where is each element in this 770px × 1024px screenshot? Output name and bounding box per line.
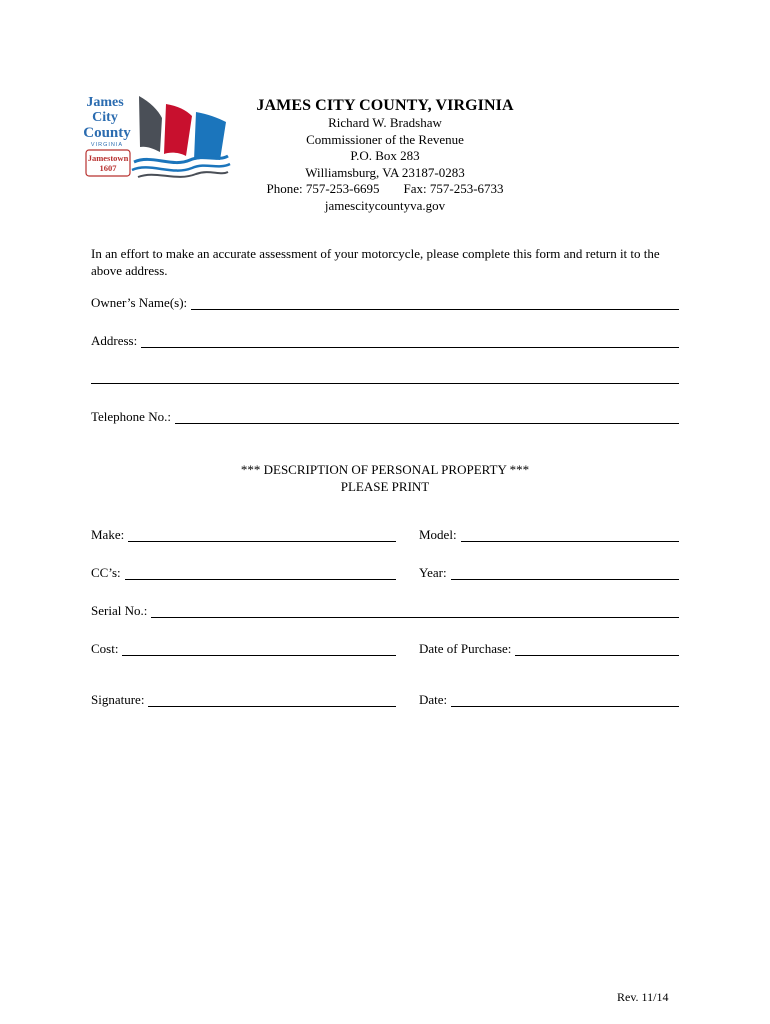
serial-field (91, 603, 679, 618)
wave-3-shape (138, 172, 228, 177)
signature-field (91, 692, 396, 707)
cc-line[interactable] (125, 566, 396, 580)
section-heading (91, 461, 679, 495)
logo-text-james: James (86, 95, 124, 110)
county-logo (82, 90, 232, 185)
signature-line[interactable] (148, 693, 396, 707)
signature-label: Signature: (91, 692, 145, 707)
cost-line[interactable] (122, 642, 396, 656)
fax-number: Fax: 757-253-6733 (403, 181, 504, 196)
county-title: JAMES CITY COUNTY, VIRGINIA (256, 97, 514, 114)
county-logo-graphic (82, 90, 232, 185)
sail-red-shape (164, 104, 192, 156)
address-field (91, 333, 679, 348)
cost-field (91, 641, 396, 656)
purchase-date-label: Date of Purchase: (419, 641, 512, 656)
po-box: P.O. Box 283 (350, 148, 420, 163)
intro-paragraph: In an effort to make an accurate assessment of your motorcycle, please complete this form and return it to the above address. (91, 246, 660, 278)
make-line[interactable] (128, 528, 396, 542)
model-line[interactable] (461, 528, 679, 542)
owner-names-label: Owner’s Name(s): (91, 295, 188, 310)
logo-text-state: VIRGINIA (90, 142, 124, 148)
purchase-date-field (419, 641, 679, 656)
revision-note: Rev. 11/14 (617, 990, 669, 1004)
city-state-zip: Williamsburg, VA 23187-0283 (305, 164, 465, 180)
date-line[interactable] (451, 693, 679, 707)
year-label: Year: (419, 565, 447, 580)
logo-badge-name: Jamestown (87, 153, 129, 163)
make-label: Make: (91, 527, 125, 542)
logo-badge-year: 1607 (99, 163, 117, 173)
model-label: Model: (419, 527, 457, 542)
model-field (419, 527, 679, 542)
section-subtitle: PLEASE PRINT (340, 479, 430, 494)
date-field (419, 692, 679, 707)
year-field (419, 565, 679, 580)
address-line-2[interactable] (91, 383, 679, 384)
logo-text-city: City (92, 110, 118, 125)
wave-1-shape (134, 156, 228, 163)
owner-names-field (91, 295, 679, 310)
logo-text-county: County (83, 125, 131, 141)
date-label: Date: (419, 692, 448, 707)
wave-2-shape (132, 164, 230, 171)
make-field (91, 527, 396, 542)
purchase-date-line[interactable] (515, 642, 679, 656)
address-line-1[interactable] (141, 334, 679, 348)
commissioner-name: Richard W. Bradshaw (328, 115, 442, 130)
sail-gray-shape (139, 96, 162, 152)
website-link[interactable]: jamescitycountyva.gov (324, 197, 446, 213)
phone-number: Phone: 757-253-6695 (266, 181, 380, 196)
phone-fax-line (230, 181, 540, 198)
telephone-line[interactable] (175, 410, 679, 424)
address-label: Address: (91, 333, 138, 348)
owner-names-line[interactable] (191, 296, 679, 310)
telephone-field (91, 409, 679, 424)
cc-field (91, 565, 396, 580)
cost-label: Cost: (91, 641, 119, 656)
commissioner-office: Commissioner of the Revenue (306, 131, 464, 147)
cc-label: CC’s: (91, 565, 121, 580)
office-header (230, 96, 540, 214)
serial-label: Serial No.: (91, 603, 148, 618)
telephone-label: Telephone No.: (91, 409, 171, 424)
serial-line[interactable] (151, 604, 679, 618)
sail-blue-shape (194, 112, 226, 160)
section-title: *** DESCRIPTION OF PERSONAL PROPERTY *** (240, 462, 530, 477)
year-line[interactable] (451, 566, 679, 580)
